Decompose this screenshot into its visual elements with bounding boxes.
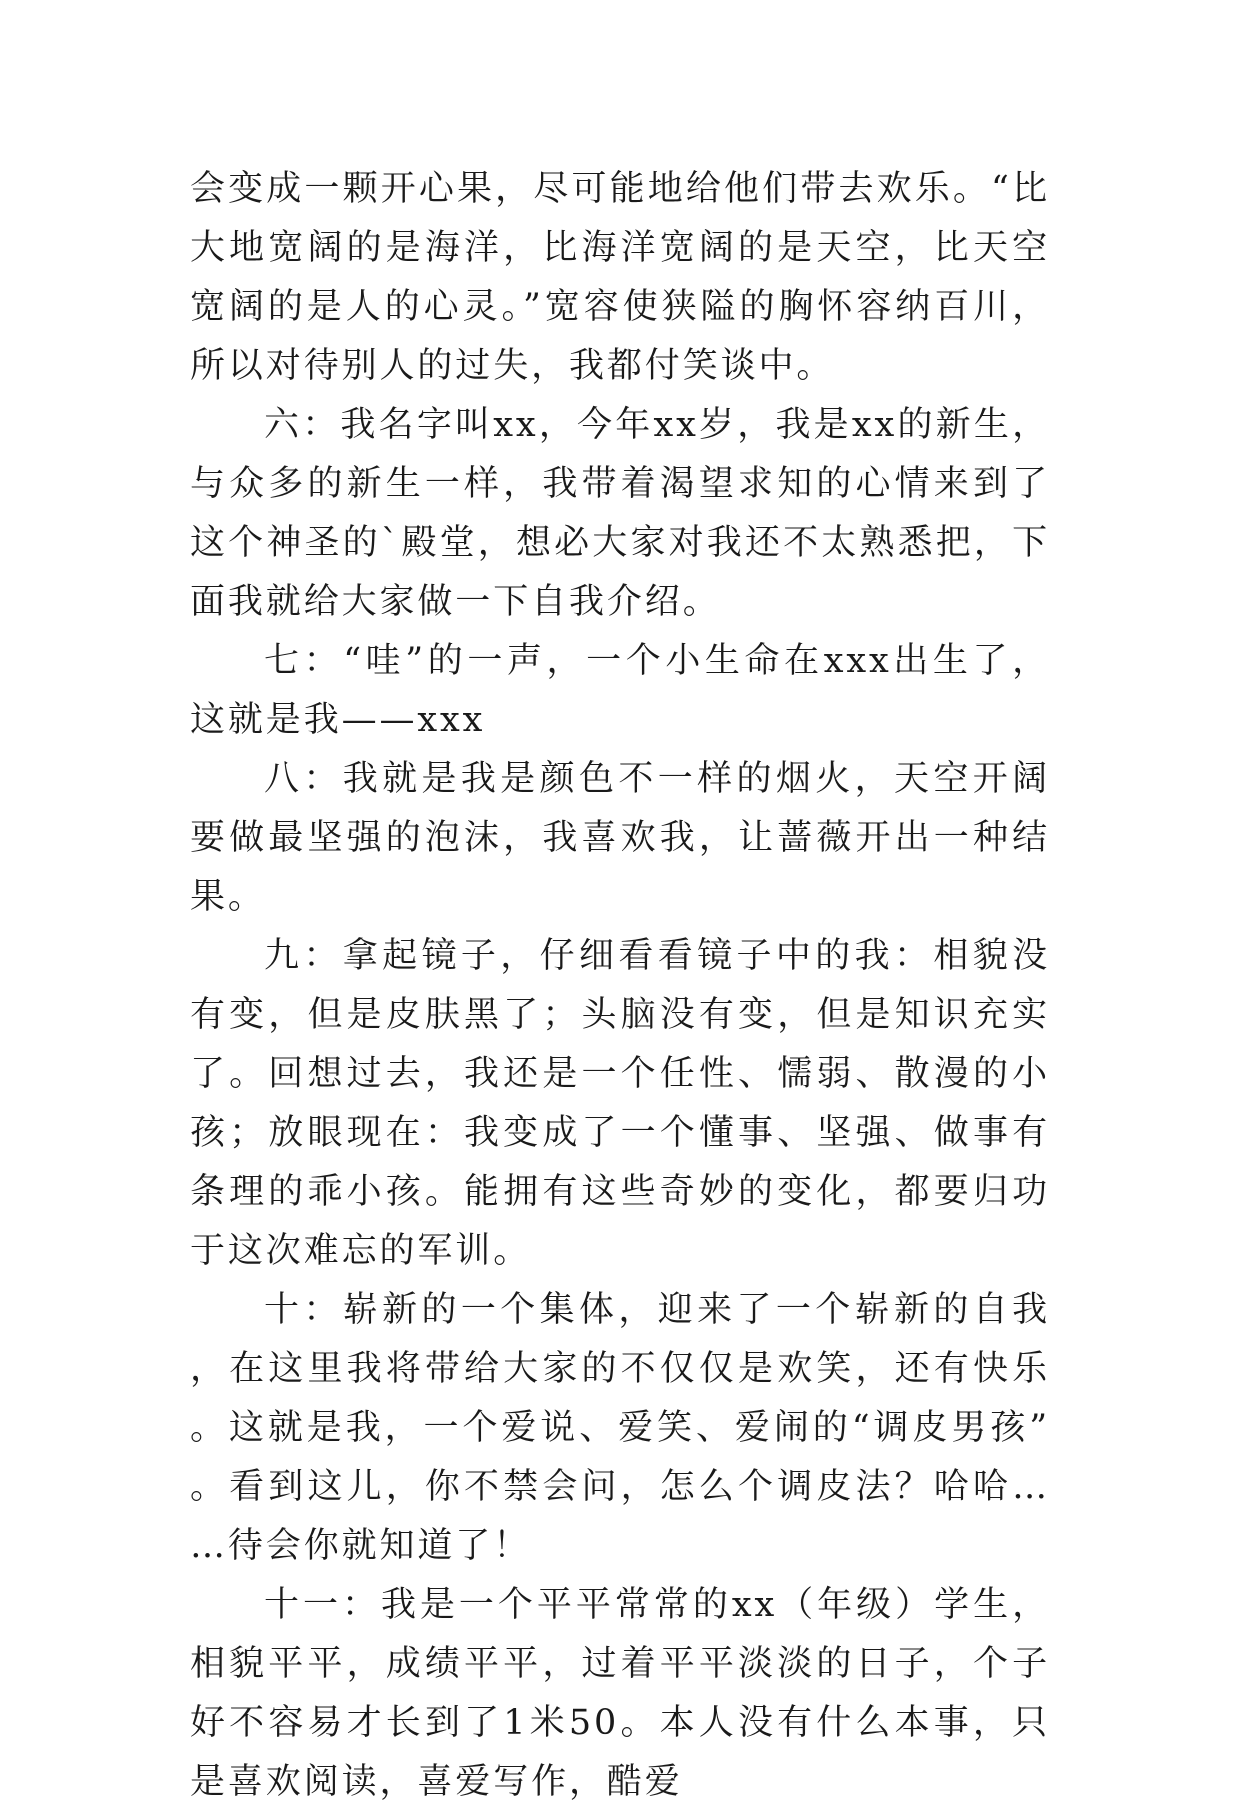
paragraph-10: 十：崭新的一个集体，迎来了一个崭新的自我，在这里我将带给大家的不仅仅是欢笑，还有快乐。这就是我，一个爱说、爱笑、爱闹的“调皮男孩”。看到这儿，你不禁会问，怎么个调皮法？哈哈……待会你就知道了！: [190, 1290, 1050, 1566]
paragraph-6: 六：我名字叫xx，今年xx岁，我是xx的新生，与众多的新生一样，我带着渴望求知的心情来到了这个神圣的`殿堂，想必大家对我还不太熟悉把，下面我就给大家做一下自我介绍。: [190, 405, 1050, 622]
document-body: [190, 160, 1050, 1812]
paragraph-8: 八：我就是我是颜色不一样的烟火，天空开阔要做最坚强的泡沫，我喜欢我，让蔷薇开出一种结果。: [190, 759, 1050, 917]
paragraph-11: 十一：我是一个平平常常的xx（年级）学生，相貌平平，成绩平平，过着平平淡淡的日子，个子好不容易才长到了1米50。本人没有什么本事，只是喜欢阅读，喜爱写作，酷爱: [190, 1585, 1050, 1802]
paragraph-9: 九：拿起镜子，仔细看看镜子中的我：相貌没有变，但是皮肤黑了；头脑没有变，但是知识充实了。回想过去，我还是一个任性、懦弱、散漫的小孩；放眼现在：我变成了一个懂事、坚强、做事有条理的乖小孩。能拥有这些奇妙的变化，都要归功于这次难忘的军训。: [190, 936, 1050, 1271]
paragraph-1: 会变成一颗开心果，尽可能地给他们带去欢乐。“比大地宽阔的是海洋，比海洋宽阔的是天空，比天空宽阔的是人的心灵。”宽容使狭隘的胸怀容纳百川，所以对待别人的过失，我都付笑谈中。: [190, 169, 1050, 386]
paragraph-7: 七：“哇”的一声，一个小生命在xxx出生了，这就是我——xxx: [190, 641, 1050, 740]
